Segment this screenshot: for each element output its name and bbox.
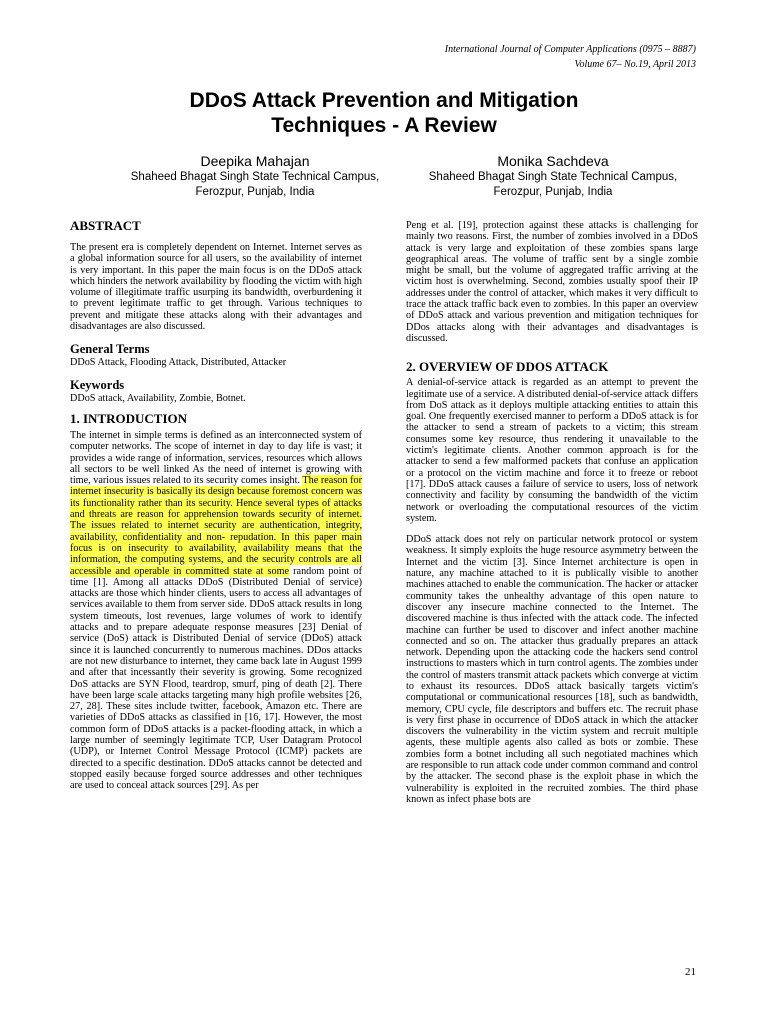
introduction-heading: 1. INTRODUCTION <box>70 410 188 426</box>
journal-header <box>276 42 696 72</box>
author-name: Deepika Mahajan <box>200 153 310 169</box>
highlighted-text: The reason for internet insecurity is basically its design because foremost concern was its functionality rather than its security. Hence several types of attacks and threats are reason for apprehension towards security of internet. The issues related to internet security are authentication, integrity, availability, confidentiality and non- repudation. In this paper main focus is on insecurity to availability, availability means that the information, the computing systems, and the security controls are all accessible and operable in committed state at some <box>70 475 362 577</box>
author-location: Ferozpur, Punjab, India <box>493 186 613 198</box>
author-block-1 <box>90 152 420 200</box>
body-paragraph: DDoS attack does not rely on particular network protocol or system weakness. It simply exploits the huge resource asymmetry between the Internet and the victim [3]. Since Internet architecture is open in nature, any machine attached to it is publically visible to another machines attached to enable the communication. The hacker or attacker community takes the unhealthy advantage of this open nature to discover any insecure machine connected to the Internet. The discovered machine is thus infected with the attack code. The infected machine can further be used to discover and infect another machine connected and so on. The attacker thus gradually prepares an attack network. Depending upon the attacking code the hackers send control instructions to masters which in turn control agents. The zombies under the control of masters transmit attack packets which converge at victim to exhaust its resources. DDoS attack basically targets victim's computational or communicational resources [18], such as bandwidth, memory, CPU cycle, file descriptors and buffers etc. The recruit phase is very first phase in occurrence of DDoS attack in which the attacker discovers the vulnerability in the victim system and recruit multiple agents, these multiple agents also called as bots or zombie. These zombies form a botnet including all such negotiated machines which are responsible to run attack code under common command and control by the attacker. The second phase is the exploit phase in which the vulnerability is exploited in the recruited zombies. The third phase known as infect phase bots are <box>406 534 698 805</box>
author-name: Monika Sachdeva <box>497 153 609 169</box>
author-affiliation: Shaheed Bhagat Singh State Technical Campus, <box>428 171 678 183</box>
journal-volume: Volume 67– No.19, April 2013 <box>574 59 696 70</box>
keywords-heading: Keywords <box>70 377 125 392</box>
author-location: Ferozpur, Punjab, India <box>195 186 315 198</box>
right-column <box>406 220 698 805</box>
keywords-text: DDoS attack, Availability, Zombie, Botnet. <box>70 392 246 404</box>
abstract-heading: ABSTRACT <box>70 218 141 233</box>
author-block-2 <box>388 152 718 200</box>
abstract-text: The present era is completely dependent on Internet. Internet serves as a global information source for all users, so the availability of internet is very important. In this paper the main focus is on the DDoS attack which hinders the network availability by flooding the victim with high volume of illegitimate traffic usurping its bandwidth, overburdening it to prevent legitimate traffic to get through. Various techniques to prevent and mitigate these attacks along with their advantages and disadvantages are also discussed. <box>70 242 362 333</box>
title-line-2: Techniques - A Review <box>271 114 497 137</box>
title-line-1: DDoS Attack Prevention and Mitigation <box>189 89 579 112</box>
general-terms-text: DDoS Attack, Flooding Attack, Distributed, Attacker <box>70 357 287 369</box>
introduction-text <box>70 430 362 792</box>
body-paragraph: A denial-of-service attack is regarded as an attempt to prevent the legitimate use of a service. A distributed denial-of-service attack differs from DoS attack as it deploys multiple attacking entities to attain this goal. One frequently exercised manner to perform a DDoS attack is for the attacker to send a stream of packets to a victim; this stream consumes some key resource, thus rendering it unavailable to the victim's legitimate clients. Another common approach is for the attacker to send a few malformed packets that confuse an application or a protocol on the victim machine and force it to freeze or reboot [17]. DDoS attack causes a failure of service to users, loss of network connectivity and facility by consuming the bandwidth of the victim network or overloading the computational resources of the victim system. <box>406 377 698 524</box>
journal-name: International Journal of Computer Applications (0975 – 8887) <box>444 44 696 55</box>
paper-title <box>0 88 768 138</box>
intro-text-start: The internet in simple terms is defined as an interconnected system of computer networks. The scope of internet in day to day life is vast; it provides a wide range of information, services, resources which allows all sectors to be well linked As the need of internet is growing with time, various issues related to its security comes insight. <box>70 429 362 487</box>
general-terms-heading: General Terms <box>70 342 150 357</box>
author-affiliation: Shaheed Bhagat Singh State Technical Campus, <box>130 171 380 183</box>
intro-text-continued: random point of time [1]. Among all attacks DDoS (Distributed Denial of service) attacks are those which hinder clients, users to access all advantages of services available to them from server side. DDoS attack results in long system timeouts, lost revenues, large volumes of work to identify attacks and to prepare adequate response measures [23] Denial of service (DoS) attack is Distributed Denial of service (DDoS) attack since it is launched concurrently to numerous machines. DDos attacks are not new disturbance to internet, they came back late in August 1999 and after that incessantly their severity is growing. Some recognized DoS attacks are SYN Flood, teardrop, smurf, ping of death [2]. There have been large scale attacks targeting many high profile websites [26, 27, 28]. These sites include twitter, facebook, Amazon etc. There are varieties of DDoS attacks as classified in [16, 17]. However, the most common form of DDoS attacks is a packet-flooding attack, in which a large number of seemingly legitimate TCP, User Datagram Protocol (UDP), or Internet Control Message Protocol (ICMP) packets are directed to a specific destination. DDoS attacks cannot be detected and stopped easily because forged source addresses and other techniques are used to conceal attack sources [29]. As per <box>70 565 362 792</box>
overview-heading: 2. OVERVIEW OF DDOS ATTACK <box>406 359 609 375</box>
left-column <box>70 218 362 791</box>
page-number: 21 <box>685 966 696 978</box>
body-paragraph: Peng et al. [19], protection against these attacks is challenging for mainly two reasons. First, the number of zombies involved in a DDoS attack is very large and exploitation of these zombies spans large geographical areas. The volume of traffic sent by a single zombie might be small, but the volume of aggregated traffic arriving at the victim host is overwhelming. Second, zombies usually spoof their IP addresses under the control of attacker, which makes it very difficult to trace the attack traffic back even to zombies. In this paper an overview of DDoS attack and various prevention and mitigation techniques for DDos attacks along with their advantages and disadvantages is discussed. <box>406 220 698 344</box>
